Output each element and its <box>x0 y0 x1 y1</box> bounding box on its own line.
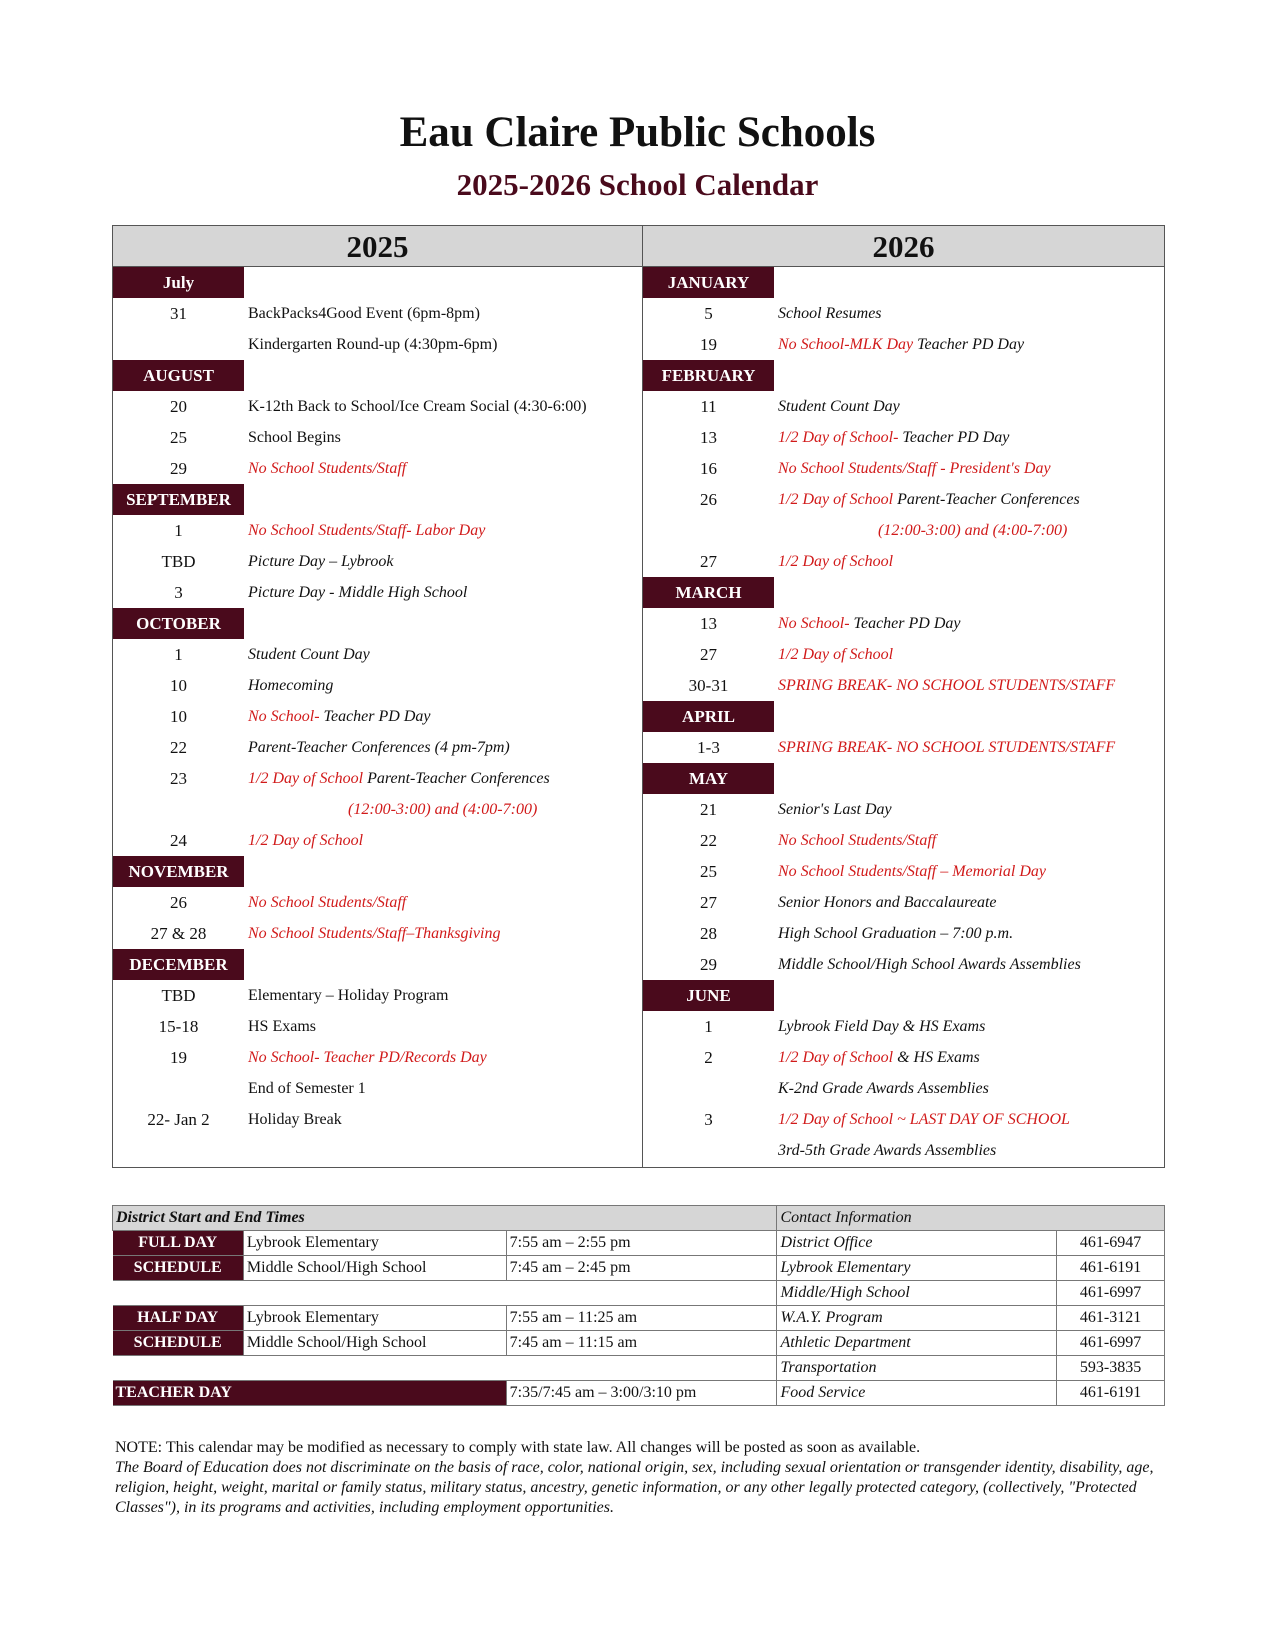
event-description <box>778 546 893 577</box>
event-text-part: Middle School/High School Awards Assemblies <box>778 956 1081 973</box>
event-description <box>248 639 370 670</box>
event-text-part: Parent-Teacher Conferences <box>367 770 550 787</box>
teacher-day-time: 7:35/7:45 am – 3:00/3:10 pm <box>506 1381 777 1406</box>
event-description <box>248 422 341 453</box>
full-schedule-label: SCHEDULE <box>113 1256 244 1281</box>
event-text-part: & HS Exams <box>897 1049 980 1066</box>
event-row <box>643 453 1164 484</box>
contact-name: Athletic Department <box>777 1331 1057 1356</box>
event-description <box>778 918 1013 949</box>
event-row <box>113 577 642 608</box>
page-title: Eau Claire Public Schools <box>399 109 876 156</box>
event-date: 22 <box>170 738 187 757</box>
event-row <box>643 1135 1164 1166</box>
calendar-column-2026 <box>643 267 1164 1166</box>
month-row <box>113 949 642 980</box>
event-continuation-row <box>113 794 642 825</box>
event-text-part: SPRING BREAK- NO SCHOOL STUDENTS/STAFF <box>778 677 1116 694</box>
month-label: OCTOBER <box>113 608 244 639</box>
event-text-part: No School Students/Staff – Memorial Day <box>778 863 1046 880</box>
event-description <box>778 1042 980 1073</box>
event-description <box>778 825 936 856</box>
event-text-part: SPRING BREAK- NO SCHOOL STUDENTS/STAFF <box>778 739 1116 756</box>
month-label: APRIL <box>643 701 774 732</box>
full-elem-name: Lybrook Elementary <box>243 1231 506 1256</box>
event-text-part: High School Graduation – 7:00 p.m. <box>778 925 1014 942</box>
event-text-part: Holiday Break <box>248 1111 342 1128</box>
event-row <box>113 670 642 701</box>
event-row <box>113 298 642 329</box>
event-row <box>643 856 1164 887</box>
event-date: 27 & 28 <box>150 924 207 943</box>
event-date: 11 <box>700 397 717 416</box>
event-description <box>778 949 1081 980</box>
event-date: 20 <box>170 397 187 416</box>
event-row <box>113 1042 642 1073</box>
month-label: JANUARY <box>643 267 774 298</box>
event-row <box>643 608 1164 639</box>
event-text-part: No School Students/Staff - President's Day <box>778 460 1051 477</box>
event-text-part: Teacher PD Day <box>902 429 1010 446</box>
event-row <box>113 825 642 856</box>
month-label: AUGUST <box>113 360 244 391</box>
event-row <box>643 670 1164 701</box>
event-text-part: Student Count Day <box>778 398 900 415</box>
event-description <box>778 484 1080 515</box>
event-text-part: No School Students/Staff- Labor Day <box>248 522 486 539</box>
event-text-part: No School Students/Staff <box>778 832 937 849</box>
event-row <box>113 732 642 763</box>
event-description <box>778 298 882 329</box>
month-row <box>113 267 642 298</box>
event-row <box>643 329 1164 360</box>
event-description <box>778 1073 989 1104</box>
page-subtitle: 2025-2026 School Calendar <box>456 167 819 202</box>
event-row <box>113 1104 642 1135</box>
event-row <box>643 732 1164 763</box>
event-text-part: Picture Day - Middle High School <box>248 584 468 601</box>
event-description <box>778 608 961 639</box>
event-row <box>113 763 642 794</box>
event-description <box>248 763 550 794</box>
month-row <box>113 484 642 515</box>
event-date: 26 <box>700 490 717 509</box>
event-description <box>248 329 497 360</box>
event-date: 1 <box>174 521 183 540</box>
event-date: 2 <box>704 1048 713 1067</box>
contact-name: Transportation <box>777 1356 1057 1381</box>
event-text-part: Student Count Day <box>248 646 370 663</box>
contact-phone: 593-3835 <box>1057 1356 1165 1381</box>
event-row <box>643 298 1164 329</box>
year-header-2026: 2026 <box>643 226 1164 267</box>
month-row <box>643 267 1164 298</box>
event-date: 25 <box>700 862 717 881</box>
event-description <box>248 546 393 577</box>
contact-phone: 461-6191 <box>1057 1256 1165 1281</box>
full-day-label: FULL DAY <box>113 1231 244 1256</box>
month-label: SEPTEMBER <box>113 484 244 515</box>
teacher-day-label: TEACHER DAY <box>113 1381 507 1406</box>
event-date: 3 <box>174 583 183 602</box>
event-text-part: Parent-Teacher Conferences (4 pm-7pm) <box>248 739 510 756</box>
month-label: NOVEMBER <box>113 856 244 887</box>
event-text-part: Senior Honors and Baccalaureate <box>778 894 997 911</box>
nondiscrimination-statement: The Board of Education does not discriminate on the basis of race, color, national origin, sex, including sexual orientation or transgender identity, disability, age, religion, height, weight, marital or family status, military status, ancestry, genetic information, or any other legally protected category, (collectively, "Protected Classes"), in its programs and activities, including employment opportunities. <box>115 1459 1154 1516</box>
event-date: 29 <box>170 459 187 478</box>
event-description <box>248 732 510 763</box>
half-ms-time: 7:45 am – 11:15 am <box>506 1331 777 1356</box>
event-row <box>643 484 1164 515</box>
full-elem-time: 7:55 am – 2:55 pm <box>506 1231 777 1256</box>
event-row <box>113 453 642 484</box>
event-date: 30-31 <box>688 676 729 695</box>
calendar-column-2025 <box>113 267 642 1135</box>
event-description <box>778 639 893 670</box>
event-text-part: Elementary – Holiday Program <box>248 987 449 1004</box>
event-text-part: 1/2 Day of School <box>248 832 364 849</box>
event-row <box>113 887 642 918</box>
event-text-part: Teacher PD Day <box>323 708 431 725</box>
event-description <box>248 918 500 949</box>
half-ms-name: Middle School/High School <box>243 1331 506 1356</box>
month-label: JUNE <box>643 980 774 1011</box>
event-date: 27 <box>700 552 717 571</box>
event-text-part: Teacher PD Day <box>917 336 1025 353</box>
times-header: District Start and End Times <box>113 1206 777 1231</box>
footer-note <box>115 1438 1175 1518</box>
half-elem-name: Lybrook Elementary <box>243 1306 506 1331</box>
event-text-part: Lybrook Field Day & HS Exams <box>778 1018 986 1035</box>
contact-phone: 461-3121 <box>1057 1306 1165 1331</box>
event-text-part: 1/2 Day of School <box>248 770 368 787</box>
event-date: 28 <box>700 924 717 943</box>
event-text-part: 1/2 Day of School <box>778 553 894 570</box>
event-description <box>778 453 1051 484</box>
event-row <box>643 949 1164 980</box>
event-row <box>643 918 1164 949</box>
event-description <box>778 329 1024 360</box>
event-text-part: No School Students/Staff <box>248 894 407 911</box>
event-row <box>113 391 642 422</box>
event-date: 27 <box>700 645 717 664</box>
event-date: TBD <box>161 552 196 571</box>
event-date: 24 <box>170 831 187 850</box>
contact-phone: 461-6191 <box>1057 1381 1165 1406</box>
full-ms-name: Middle School/High School <box>243 1256 506 1281</box>
event-row <box>643 1042 1164 1073</box>
month-label: FEBRUARY <box>643 360 774 391</box>
event-text-part: No School- Teacher PD/Records Day <box>248 1049 487 1066</box>
event-text-part: 1/2 Day of School ~ LAST DAY OF SCHOOL <box>778 1111 1070 1128</box>
event-text-part: 3rd-5th Grade Awards Assemblies <box>778 1142 997 1159</box>
month-label: July <box>113 267 244 298</box>
event-text-part: 1/2 Day of School <box>778 491 898 508</box>
calendar-box <box>112 225 1165 1168</box>
event-row <box>643 546 1164 577</box>
event-row <box>643 825 1164 856</box>
event-row <box>113 701 642 732</box>
month-row <box>643 577 1164 608</box>
event-text-part: No School Students/Staff <box>248 460 407 477</box>
year-header-2025: 2025 <box>113 226 642 267</box>
event-row <box>113 515 642 546</box>
month-row <box>643 360 1164 391</box>
month-label: MAY <box>643 763 774 794</box>
event-description <box>778 1104 1070 1135</box>
event-date: 1 <box>704 1017 713 1036</box>
event-description <box>248 1073 366 1104</box>
event-row <box>643 794 1164 825</box>
month-label: MARCH <box>643 577 774 608</box>
event-row <box>643 1104 1164 1135</box>
event-date: 25 <box>170 428 187 447</box>
event-description <box>778 794 892 825</box>
event-text-part: Senior's Last Day <box>778 801 892 818</box>
event-date: 1 <box>174 645 183 664</box>
event-date: 16 <box>700 459 717 478</box>
event-description <box>248 453 406 484</box>
event-description <box>248 298 480 329</box>
event-row <box>113 918 642 949</box>
event-date: TBD <box>161 986 196 1005</box>
event-description <box>248 701 431 732</box>
contacts-header: Contact Information <box>777 1206 1165 1231</box>
event-description <box>778 422 1009 453</box>
event-date: 19 <box>170 1048 187 1067</box>
event-text-part: 1/2 Day of School <box>778 1049 898 1066</box>
month-row <box>113 856 642 887</box>
event-row <box>113 422 642 453</box>
event-description <box>778 887 996 918</box>
event-description <box>248 825 363 856</box>
half-schedule-label: SCHEDULE <box>113 1331 244 1356</box>
event-continuation-row <box>643 515 1164 546</box>
event-row <box>643 1073 1164 1104</box>
event-text-part: No School- <box>248 708 324 725</box>
event-description <box>778 670 1115 701</box>
event-date: 10 <box>170 707 187 726</box>
event-description <box>248 515 485 546</box>
event-description <box>248 670 333 701</box>
event-date: 21 <box>700 800 717 819</box>
half-day-label: HALF DAY <box>113 1306 244 1331</box>
event-text-part: 1/2 Day of School <box>778 646 894 663</box>
event-row <box>643 639 1164 670</box>
event-date: 29 <box>700 955 717 974</box>
event-row <box>113 1073 642 1104</box>
contact-phone: 461-6997 <box>1057 1281 1165 1306</box>
event-row <box>113 980 642 1011</box>
event-date: 22- Jan 2 <box>147 1110 210 1129</box>
event-date: 26 <box>170 893 187 912</box>
event-description <box>248 577 467 608</box>
event-description <box>778 1011 985 1042</box>
event-text-part: Teacher PD Day <box>853 615 961 632</box>
month-row <box>643 701 1164 732</box>
month-row <box>113 360 642 391</box>
event-description <box>248 1104 342 1135</box>
event-text-part: Kindergarten Round-up (4:30pm-6pm) <box>248 336 498 353</box>
month-row <box>113 608 642 639</box>
event-date: 10 <box>170 676 187 695</box>
event-description <box>248 980 448 1011</box>
event-description <box>778 732 1115 763</box>
event-row <box>643 391 1164 422</box>
event-date: 23 <box>170 769 187 788</box>
event-date: 19 <box>700 335 717 354</box>
event-row <box>113 639 642 670</box>
note-line: NOTE: This calendar may be modified as necessary to comply with state law. All changes will be posted as soon as available. <box>115 1439 921 1456</box>
event-row <box>113 1011 642 1042</box>
event-continuation-text: (12:00-3:00) and (4:00-7:00) <box>878 522 1068 539</box>
event-text-part: School Begins <box>248 429 341 446</box>
event-date: 13 <box>700 428 717 447</box>
event-row <box>113 546 642 577</box>
event-text-part: No School- <box>778 615 854 632</box>
event-description <box>778 856 1046 887</box>
event-description <box>778 1135 996 1166</box>
event-date: 27 <box>700 893 717 912</box>
event-row <box>643 887 1164 918</box>
event-text-part: Picture Day – Lybrook <box>248 553 394 570</box>
contact-name: Food Service <box>777 1381 1057 1406</box>
event-description <box>248 887 406 918</box>
event-date: 31 <box>170 304 187 323</box>
event-date: 15-18 <box>158 1017 199 1036</box>
event-row <box>643 422 1164 453</box>
contact-phone: 461-6997 <box>1057 1331 1165 1356</box>
event-text-part: 1/2 Day of School- <box>778 429 903 446</box>
event-description <box>248 1042 487 1073</box>
event-description <box>248 391 587 422</box>
event-text-part: No School-MLK Day <box>778 336 918 353</box>
event-text-part: No School Students/Staff–Thanksgiving <box>248 925 501 942</box>
event-date: 1-3 <box>697 738 720 757</box>
event-date: 5 <box>704 304 713 323</box>
event-row <box>643 1011 1164 1042</box>
full-ms-time: 7:45 am – 2:45 pm <box>506 1256 777 1281</box>
event-date: 3 <box>704 1110 713 1129</box>
month-row <box>643 980 1164 1011</box>
event-date: 22 <box>700 831 717 850</box>
contact-name: Lybrook Elementary <box>777 1256 1057 1281</box>
times-contacts-table <box>112 1205 1165 1406</box>
event-text-part: HS Exams <box>248 1018 316 1035</box>
month-label: DECEMBER <box>113 949 244 980</box>
half-elem-time: 7:55 am – 11:25 am <box>506 1306 777 1331</box>
event-text-part: K-2nd Grade Awards Assemblies <box>778 1080 989 1097</box>
event-row <box>113 329 642 360</box>
event-continuation-text: (12:00-3:00) and (4:00-7:00) <box>348 801 538 818</box>
event-text-part: K-12th Back to School/Ice Cream Social (4:30-6:00) <box>248 398 587 415</box>
event-text-part: Parent-Teacher Conferences <box>897 491 1080 508</box>
event-text-part: School Resumes <box>778 305 882 322</box>
contact-name: District Office <box>777 1231 1057 1256</box>
event-text-part: BackPacks4Good Event (6pm-8pm) <box>248 305 480 322</box>
event-date: 13 <box>700 614 717 633</box>
contact-name: Middle/High School <box>777 1281 1057 1306</box>
month-row <box>643 763 1164 794</box>
contact-name: W.A.Y. Program <box>777 1306 1057 1331</box>
event-text-part: End of Semester 1 <box>248 1080 366 1097</box>
event-description <box>778 391 900 422</box>
event-description <box>248 1011 316 1042</box>
contact-phone: 461-6947 <box>1057 1231 1165 1256</box>
event-text-part: Homecoming <box>248 677 334 694</box>
